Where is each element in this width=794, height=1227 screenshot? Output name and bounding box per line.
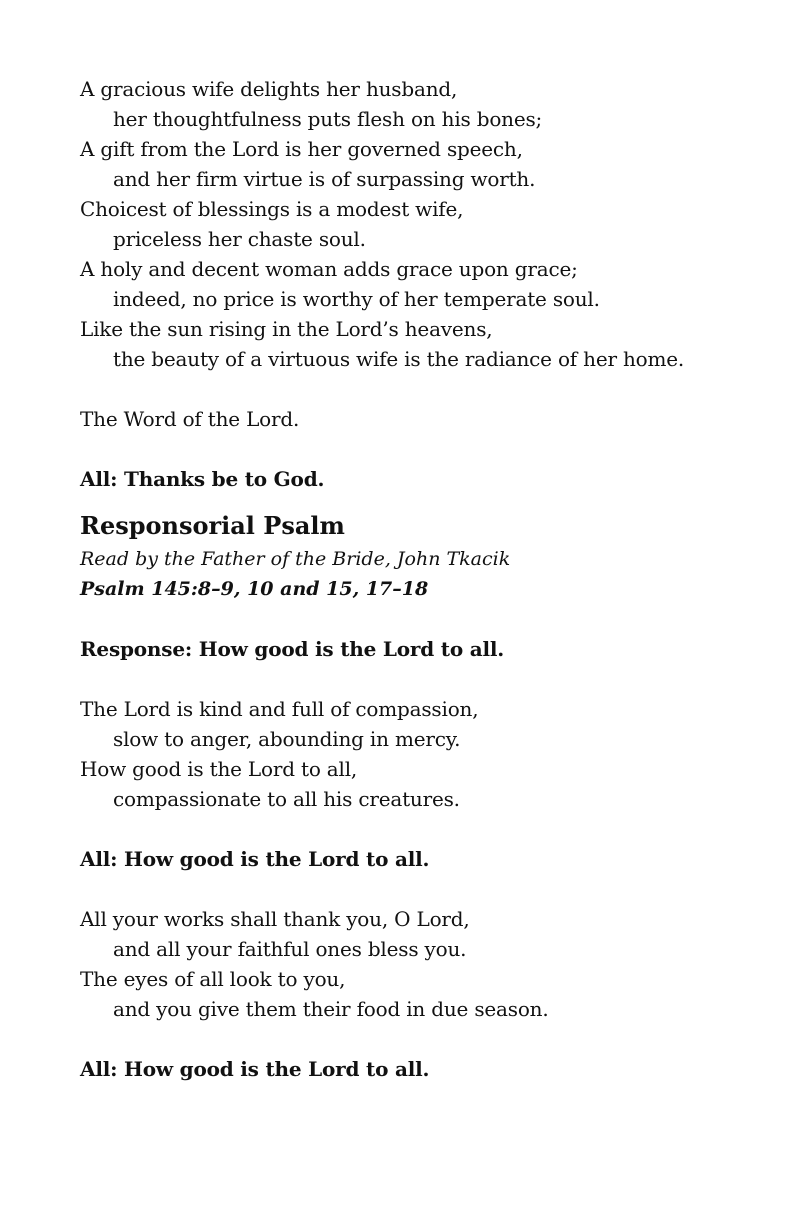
verse-line: the beauty of a virtuous wife is the radiance of her home. <box>113 347 685 371</box>
psalm-refrain: All: How good is the Lord to all. <box>80 847 430 871</box>
verse-line: How good is the Lord to all, <box>80 757 358 781</box>
verse-line: The Lord is kind and full of compassion, <box>80 697 479 721</box>
verse-line: All your works shall thank you, O Lord, <box>80 907 470 931</box>
verse-line: Like the sun rising in the Lord’s heavens, <box>80 317 493 341</box>
reading-response: All: Thanks be to God. <box>80 467 325 491</box>
verse-line: and all your faithful ones bless you. <box>113 937 467 961</box>
spacer <box>80 874 760 904</box>
psalm-stanza-1 <box>80 694 760 814</box>
spacer <box>80 374 760 404</box>
verse-line: and you give them their food in due season. <box>113 997 549 1021</box>
psalm-refrain: All: How good is the Lord to all. <box>80 1057 430 1081</box>
verse-line: compassionate to all his creatures. <box>113 787 460 811</box>
verse-line: The eyes of all look to you, <box>80 967 346 991</box>
spacer <box>80 434 760 464</box>
spacer <box>80 814 760 844</box>
verse-line: indeed, no price is worthy of her temperate soul. <box>113 287 600 311</box>
psalm-citation: Psalm 145:8–9, 10 and 15, 17–18 <box>80 578 429 600</box>
verse-line: Choicest of blessings is a modest wife, <box>80 197 464 221</box>
reading-verses <box>80 74 760 374</box>
document-page <box>80 74 760 1084</box>
reading-closing: The Word of the Lord. <box>80 407 300 431</box>
spacer <box>80 1024 760 1054</box>
verse-line: A gracious wife delights her husband, <box>80 77 458 101</box>
verse-line: A holy and decent woman adds grace upon grace; <box>80 257 578 281</box>
psalm-response: Response: How good is the Lord to all. <box>80 637 505 661</box>
verse-line: A gift from the Lord is her governed speech, <box>80 137 523 161</box>
verse-line: and her firm virtue is of surpassing worth. <box>113 167 536 191</box>
spacer <box>80 664 760 694</box>
spacer <box>80 604 760 634</box>
verse-line: priceless her chaste soul. <box>113 227 366 251</box>
verse-line: slow to anger, abounding in mercy. <box>113 727 461 751</box>
psalm-stanza-2 <box>80 904 760 1024</box>
psalm-reader: Read by the Father of the Bride, John Tkacik <box>80 548 511 570</box>
psalm-heading: Responsorial Psalm <box>80 511 345 540</box>
verse-line: her thoughtfulness puts flesh on his bones; <box>113 107 543 131</box>
